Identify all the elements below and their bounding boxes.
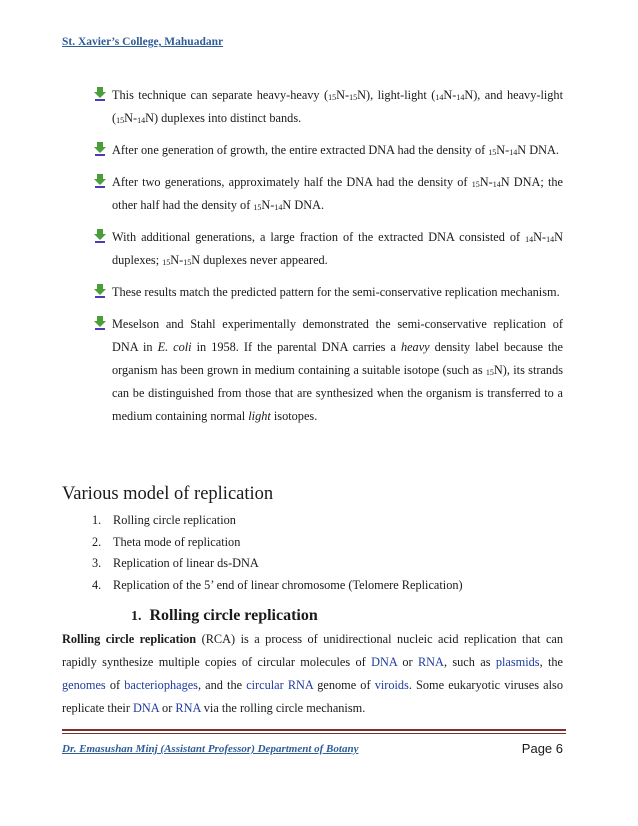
list-item: 1. Rolling circle replication	[92, 513, 236, 527]
bullet-text: These results match the predicted pattern for the semi-conservative replication mechanism.	[112, 285, 560, 299]
link-plasmids[interactable]: plasmids	[495, 655, 540, 669]
arrow-down-bullet-icon	[93, 142, 107, 156]
link-viroids[interactable]: viroids	[374, 678, 409, 692]
subsection-title: 1. Rolling circle replication	[131, 607, 318, 624]
bullet-text: After one generation of growth, the entire extracted DNA had the density of $_{15}N-_{14}N$ DNA.	[112, 143, 559, 157]
section-title: Various model of replication	[62, 484, 274, 504]
link-bacteriophages[interactable]: bacteriophages	[124, 678, 198, 692]
footer-rule	[62, 729, 566, 731]
arrow-down-bullet-icon	[93, 174, 107, 188]
list-item: 4. Replication of the 5’ end of linear chromosome (Telomere Replication)	[92, 577, 463, 592]
bullet-text: Meselson and Stahl experimentally demonstrated the semi-conservative replication of DNA in E. coli in 1958. If the parental DNA carries a heavy density label because the organism has been grown in medium containing a suitable isotope (such as $_{15}$N), its strands can be distinguished from those that are synthesized when the organism is transferred to a medium containing normal light isotopes.	[112, 317, 564, 423]
bullet-item	[93, 139, 563, 162]
bullet-item	[93, 171, 563, 217]
arrow-down-bullet-icon	[93, 284, 107, 298]
link-genomes[interactable]: genomes	[62, 678, 106, 692]
arrow-down-bullet-icon	[93, 229, 107, 243]
bullet-text: After two generations, approximately half the DNA had the density of $_{15}N-_{14}N$ DNA; the other half had the density of $_{15}N-_{14}N$ DNA.	[112, 175, 563, 212]
bullet-item	[93, 313, 563, 428]
link-circular-rna[interactable]: circular RNA	[246, 678, 314, 692]
arrow-down-bullet-icon	[93, 87, 107, 101]
bullet-list	[93, 84, 563, 437]
bullet-item	[93, 84, 563, 130]
link-dna[interactable]: DNA	[371, 655, 398, 669]
bullet-text: With additional generations, a large fraction of the extracted DNA consisted of $_{14}N-_{14}N$ duplexes; $_{15}N-_{15}N$ duplexes never appeared.	[112, 230, 563, 267]
list-item: 3. Replication of linear ds-DNA	[92, 556, 259, 570]
page-number: Page 6	[521, 741, 563, 756]
arrow-down-bullet-icon	[93, 316, 107, 330]
link-rna[interactable]: RNA	[175, 701, 201, 715]
bullet-item	[93, 281, 563, 304]
link-rna[interactable]: RNA	[417, 655, 444, 669]
list-item: 2. Theta mode of replication	[92, 534, 241, 549]
link-dna[interactable]: DNA	[133, 701, 159, 715]
bullet-text: This technique can separate heavy-heavy $(_{15}N-_{15}N)$, light-light $(_{14}N-_{14}N)$, and heavy-light $(_{15}N-_{14}N)$ duplexes into distinct bands.	[112, 88, 563, 125]
replication-models-list	[92, 510, 463, 596]
bullet-item	[93, 226, 563, 272]
rca-paragraph: Rolling circle replication (RCA) is a process of unidirectional nucleic acid replication that can rapidly synthesize multiple copies of circular molecules of DNA or RNA, such as plasmids, the genomes of bacteriophages, and the circular RNA genome of viroids. Some eukaryotic viruses also replicate their DNA or RNA via the rolling circle mechanism.	[62, 632, 564, 715]
footer-author: Dr. Emasushan Minj (Assistant Professor) Department of Botany	[62, 743, 359, 755]
footer-rule	[62, 733, 566, 734]
header-college-name: St. Xavier’s College, Mahuadanr	[62, 36, 224, 48]
